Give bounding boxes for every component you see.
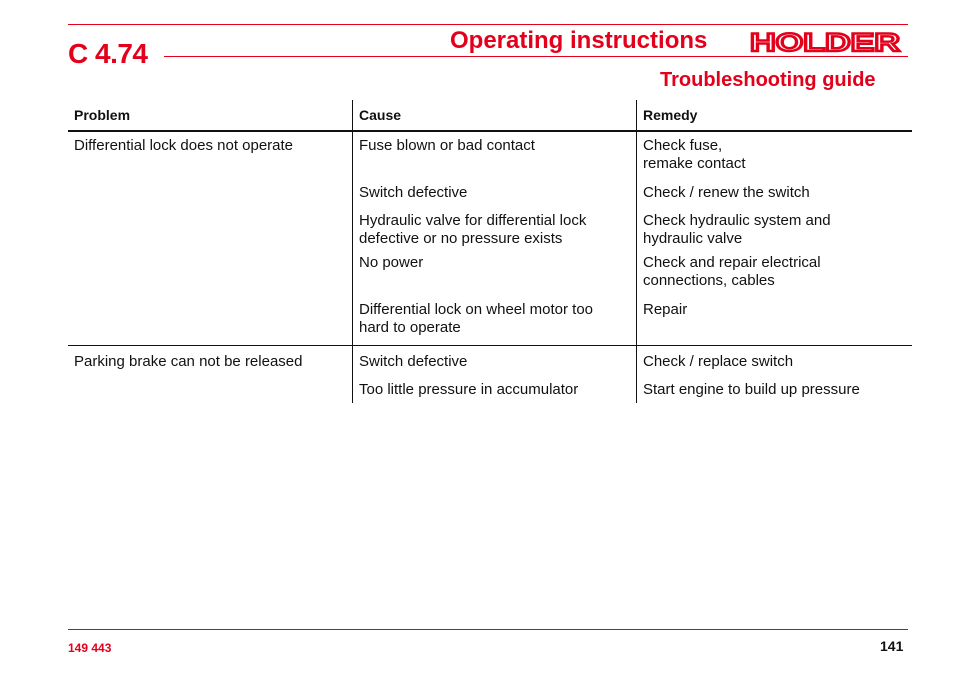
remedy-line: Check and repair electrical xyxy=(643,254,821,271)
problem-cell xyxy=(68,177,352,205)
cause-cell xyxy=(352,299,636,345)
table-row xyxy=(68,374,912,403)
cause-line: defective or no pressure exists xyxy=(359,230,563,247)
problem-cell xyxy=(68,299,352,345)
cause-cell xyxy=(352,346,636,374)
table-row xyxy=(68,299,912,345)
remedy-cell xyxy=(636,299,912,345)
page-number: 141 xyxy=(880,638,904,654)
problem-cell: Differential lock does not operate xyxy=(74,137,294,154)
problem-cell xyxy=(68,374,352,403)
model-number: C 4.74 xyxy=(68,38,148,69)
remedy-line: connections, cables xyxy=(643,272,775,289)
cause-line: Switch defective xyxy=(359,353,468,370)
remedy-cell xyxy=(636,346,912,374)
remedy-cell xyxy=(636,374,912,403)
header-top-rule xyxy=(68,24,908,25)
cause-cell xyxy=(352,205,636,252)
remedy-cell xyxy=(636,205,912,252)
document-code: 149 443 xyxy=(68,641,112,655)
remedy-cell xyxy=(636,252,912,299)
table-row xyxy=(68,132,912,177)
problem-cell: Parking brake can not be released xyxy=(74,353,303,370)
cause-line: hard to operate xyxy=(359,319,461,336)
cause-cell xyxy=(352,132,636,177)
svg-text:HOLDER: HOLDER xyxy=(750,31,900,53)
table-row xyxy=(68,345,912,374)
table-row xyxy=(68,205,912,252)
remedy-line: Start engine to build up pressure xyxy=(643,381,860,398)
remedy-line: Check / renew the switch xyxy=(643,184,810,201)
document-title: Operating instructions xyxy=(450,27,708,54)
cause-cell xyxy=(352,177,636,205)
cause-cell xyxy=(352,252,636,299)
footer-rule xyxy=(68,629,908,630)
table-row xyxy=(68,177,912,205)
header-mid-rule xyxy=(164,56,908,57)
cause-line: Fuse blown or bad contact xyxy=(359,137,535,154)
remedy-line: Check fuse, xyxy=(643,137,723,154)
cause-cell xyxy=(352,374,636,403)
problem-cell xyxy=(68,205,352,252)
remedy-line: Check hydraulic system and xyxy=(643,212,831,229)
cause-line: Differential lock on wheel motor too xyxy=(359,301,594,318)
remedy-cell xyxy=(636,177,912,205)
column-header-remedy: Remedy xyxy=(636,100,912,130)
troubleshooting-table xyxy=(68,100,912,403)
remedy-line: Check / replace switch xyxy=(643,353,794,370)
table-header-row xyxy=(68,100,912,132)
cause-line: No power xyxy=(359,254,424,271)
cause-line: Hydraulic valve for differential lock xyxy=(359,212,587,229)
problem-cell xyxy=(68,252,352,299)
column-header-cause: Cause xyxy=(352,100,636,130)
cause-line: Switch defective xyxy=(359,184,468,201)
table-row xyxy=(68,252,912,299)
remedy-line: Repair xyxy=(643,301,688,318)
section-title: Troubleshooting guide xyxy=(660,69,876,91)
column-header-problem: Problem xyxy=(74,107,131,123)
cause-line: Too little pressure in accumulator xyxy=(359,381,579,398)
remedy-line: remake contact xyxy=(643,155,746,172)
remedy-cell xyxy=(636,132,912,177)
holder-logo xyxy=(750,31,902,53)
remedy-line: hydraulic valve xyxy=(643,230,743,247)
